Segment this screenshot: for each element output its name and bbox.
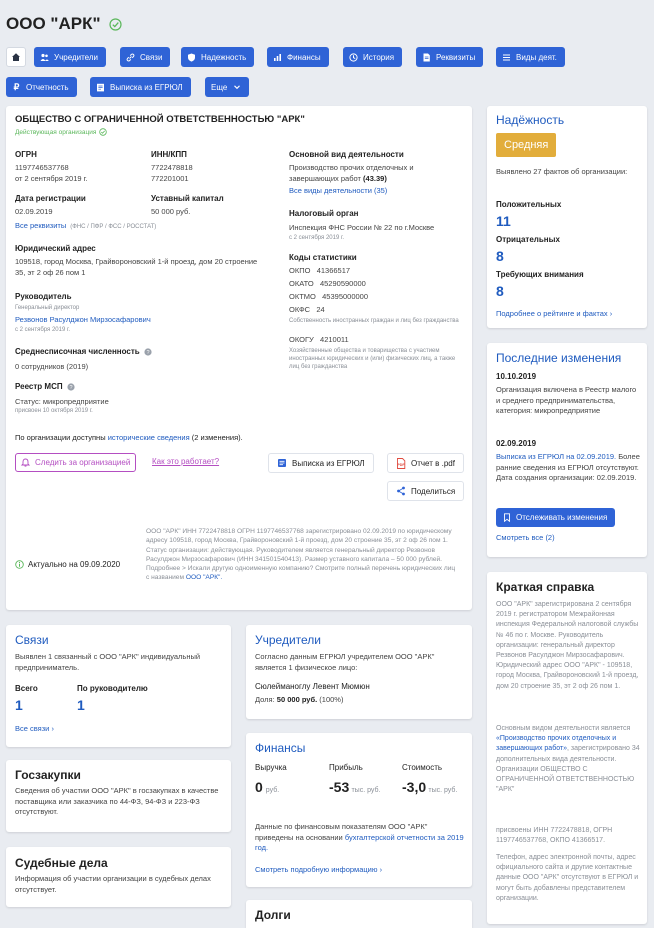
msp-label-row: Реестр МСП ? [15,382,75,391]
negative-count[interactable]: 8 [496,248,504,264]
follow-button[interactable]: Следить за организацией [15,453,136,472]
pdf-report-button[interactable]: PDF Отчет в .pdf [387,453,464,473]
people-icon [40,53,49,62]
court-text: Информация об участии организации в судебных делах отсутствует. [15,874,211,894]
tab-reporting[interactable]: ₽ Отчетность [6,77,77,97]
links-title: Связи [15,633,49,647]
how-it-works-link[interactable]: Как это работает? [152,457,220,466]
oktmo-row: ОКТМО 45395000000 [289,292,369,301]
brief-p3: присвоены ИНН 7722478818, ОГРН 1197746537768, ОКПО 41366517. [496,827,613,845]
address-label: Юридический адрес [15,244,96,253]
tab-egrul[interactable]: Выписка из ЕГРЮЛ [90,77,191,97]
positive-label: Положительных [496,200,562,209]
tax-name: Инспекция ФНС России № 22 по г.Москве [289,223,435,232]
brief-p1: ООО "АРК" зарегистрирована 2 сентября 2019 г. регистратором Межрайонная инспекция Федеральной налоговой службы № 46 по г. Москве. Руководитель организации: генеральный директор Резвонов Расулджон Мирзосафарович. Юридический адрес ООО "АРК" - 109518, город Москва, Грайвороновский 1-й проезд, дом 20 строение 35, эт 2 оф 26 пом 1. [496,601,639,690]
activity-link[interactable]: «Производство прочих отделочных и завершающих работ» [496,735,617,753]
msp-status: Статус: микропредприятие [15,397,109,406]
kpp-value: 772201001 [151,174,189,183]
chart-icon [273,53,282,62]
document-icon [422,53,431,62]
total-label: Всего [15,684,38,693]
debts-card [246,900,472,928]
ruble-icon: ₽ [13,81,20,92]
all-links-link[interactable]: Все связи › [15,724,54,733]
changes-title: Последние изменения [496,351,622,365]
help-icon[interactable] [144,348,152,356]
reliability-badge: Средняя [496,133,556,157]
founder-share: Доля: 50 000 руб. (100%) [255,695,344,704]
head-since: с 2 сентября 2019 г. [15,327,71,333]
procurement-text: Сведения об участии ООО "АРК" в госзакупках в качестве поставщика или заказчика по 44-ФЗ, 94-ФЗ и 223-ФЗ отсутствуют. [15,786,219,816]
court-card [6,847,231,907]
egrul-button[interactable]: Выписка из ЕГРЮЛ [268,453,374,473]
total-count[interactable]: 1 [15,697,23,713]
facts-text: Выявлено 27 фактов об организации: [496,167,628,176]
all-requisites-link[interactable]: Все реквизиты [15,221,67,230]
rating-more-link[interactable]: Подробнее о рейтинге и фактах › [496,309,613,318]
court-title: Судебные дела [15,856,108,870]
list-icon [502,53,511,62]
change-text-1: Организация включена в Реестр малого и среднего предпринимательства, категория: микропредприятие [496,385,637,415]
reliability-title: Надёжность [496,113,565,127]
more-dropdown[interactable]: Еще [205,77,249,97]
founders-card [246,625,472,719]
verified-icon [109,18,122,31]
document-icon [277,458,287,468]
svg-text:?: ? [69,384,73,391]
same-name-link[interactable]: ООО "АРК". [185,574,223,582]
inn-value: 7722478818 [151,163,193,172]
staff-value: 0 сотрудников (2019) [15,362,89,371]
okogu-note: Хозяйственные общества и товарищества с участием иностранных юридических и (или) физических лиц, а также лиц без гражданства [289,348,456,370]
change-date-1: 10.10.2019 [496,372,537,381]
link-icon [126,53,135,62]
tab-finances[interactable]: Финансы [267,47,329,67]
revenue-value: 0 руб. [255,779,280,795]
ogrn-value: 1197746537768 [15,163,69,172]
founders-text: Согласно данным ЕГРЮЛ учредителем ООО "АРК" является 1 физическое лицо: [255,652,435,672]
bookmark-icon [502,513,511,522]
tab-requisites[interactable]: Реквизиты [416,47,483,67]
reg-date-value: 02.09.2019 [15,207,53,216]
profit-label: Прибыль [329,763,363,772]
change-date-2: 02.09.2019 [496,439,537,448]
links-card [6,625,231,747]
finances-note: Данные по финансовым показателям ООО "АРК" приведены на основании бухгалтерской отчетности за 2019 год. [255,822,464,852]
tab-activities[interactable]: Виды деят. [496,47,565,67]
document-icon [96,83,105,92]
okato-row: ОКАТО 45290590000 [289,279,366,288]
okogu-row: ОКОГУ 4210011 [289,335,349,344]
inn-label: ИНН/КПП [151,150,187,159]
codes-label: Коды статистики [289,253,357,262]
cost-label: Стоимость [402,763,443,772]
staff-label-row: Среднесписочная численность ? [15,347,152,356]
capital-value: 50 000 руб. [151,207,191,216]
msp-date: присвоен 10 октября 2019 г. [15,408,93,414]
home-button[interactable] [6,47,26,67]
tax-label: Налоговый орган [289,209,359,218]
egrul-date-link[interactable]: Выписка из ЕГРЮЛ на 02.09.2019. [496,452,617,461]
brief-p4: Телефон, адрес электронной почты, адрес официального сайта и другие контактные данные ООО "АРК" отсутствуют в ЕГРЮЛ и могут быть добавлены представителем организации. [496,854,639,902]
all-activities-link[interactable]: Все виды деятельности (35) [289,186,388,195]
brief-p2: Основным видом деятельности является «Производство прочих отделочных и завершающих работ», зарегистрировано 34 дополнительных вида деятельности. Организации ОБЩЕСТВО С ОГРАНИЧЕННОЙ ОТВЕТСТВЕННОСТЬЮ "АРК" [496,725,640,794]
attention-count[interactable]: 8 [496,283,504,299]
procurement-card [6,760,231,832]
tab-reliability[interactable]: Надежность [181,47,254,67]
finances-card [246,733,472,887]
pdf-icon [396,458,406,469]
positive-count[interactable]: 11 [496,213,511,229]
page-title: ООО "АРК" [6,14,101,33]
attention-label: Требующих внимания [496,270,584,279]
bell-icon [21,458,30,467]
finances-title: Финансы [255,741,306,755]
history-line: По организации доступны исторические сведения (2 изменения). [15,433,243,442]
page-header [6,14,122,34]
by-head-label: По руководителю [77,684,148,693]
status-badge: Действующая организация [15,128,107,136]
info-icon [15,560,24,569]
reg-date-label: Дата регистрации [15,194,86,203]
tab-history[interactable]: История [343,47,402,67]
founders-title: Учредители [255,633,322,647]
links-text: Выявлен 1 связанный с ООО "АРК" индивидуальный предприниматель. [15,652,201,672]
chevron-down-icon [232,83,241,92]
activity-label: Основной вид деятельности [289,150,404,159]
history-link[interactable]: исторические сведения [107,433,190,442]
negative-label: Отрицательных [496,235,560,244]
debts-title: Долги [255,908,291,922]
reliability-card [487,106,647,328]
actual-date: Актуально на 09.09.2020 [15,560,120,569]
brief-title: Краткая справка [496,580,595,594]
see-all-changes-link[interactable]: Смотреть все (2) [496,533,555,542]
svg-text:?: ? [146,349,150,356]
finances-more-link[interactable]: Смотреть подробную информацию › [255,865,383,874]
profit-value: -53 тыс. руб. [329,779,381,795]
changes-card [487,343,647,557]
head-role: Генеральный директор [15,305,80,311]
share-button[interactable]: Поделиться [387,481,464,501]
procurement-title: Госзакупки [15,768,81,782]
track-changes-button[interactable]: Отслеживать изменения [496,508,615,527]
tab-founders[interactable]: Учредители [34,47,106,67]
head-label: Руководитель [15,292,72,301]
check-icon [99,128,107,136]
okpo-row: ОКПО 41366517 [289,266,351,275]
shield-icon [187,53,196,62]
clock-icon [349,53,358,62]
company-full-name: ОБЩЕСТВО С ОГРАНИЧЕННОЙ ОТВЕТСТВЕННОСТЬЮ "АРК" [15,114,305,125]
requisites-row: Все реквизиты (ФНС / ПФР / ФСС / РОССТАТ) [15,221,157,230]
by-head-count[interactable]: 1 [77,697,85,713]
brief-card [487,572,647,924]
svg-text:PDF: PDF [397,462,405,467]
capital-label: Уставный капитал [151,194,224,203]
ogrn-date: от 2 сентября 2019 г. [15,174,88,183]
address-value: 109518, город Москва, Грайвороновский 1-й проезд, дом 20 строение 35, эт 2 оф 26 пом 1 [15,257,258,277]
tax-since: с 2 сентября 2019 г. [289,235,345,241]
cost-value: -3,0 тыс. руб. [402,779,458,795]
head-name-link[interactable]: Резвонов Расулджон Мирзосафарович [15,315,151,324]
okfs-note: Собственность иностранных граждан и лиц без гражданства [289,318,459,324]
company-card [6,106,472,610]
revenue-label: Выручка [255,763,287,772]
share-icon [396,486,406,496]
change-text-2: Выписка из ЕГРЮЛ на 02.09.2019. Более ранние сведения из ЕГРЮЛ отсутствуют. Дата создания организации: 02.09.2019. [496,452,640,482]
accounting-link[interactable]: бухгалтерской отчетности за 2019 год. [255,832,464,852]
home-icon [11,52,21,62]
company-summary: ООО "АРК" ИНН 7722478818 ОГРН 1197746537768 зарегистрировано 02.09.2019 по юридическому адресу 109518, город Москва, Грайвороновский 1-й проезд, дом 20 строение 35, эт 2 оф 26 пом 1. Статус организации: действующая. Руководителем является генеральный директор Резвонов Расулджон Мирзосафарович (ИНН 341501540413). Размер уставного капитала – 50 000 рублей. Подробнее > Искали другую одноименную компанию? Смотрите полный перечень юридических лиц с названием ООО "АРК". [146,528,456,582]
founder-name[interactable]: Сюлейманоглу Левент Мюмюн [255,682,370,691]
help-icon[interactable] [67,383,75,391]
activity-main: Производство прочих отделочных и завершающих работ (43.39) [289,163,414,183]
okfs-row: ОКФС 24 [289,305,325,314]
tab-links[interactable]: Связи [120,47,170,67]
ogrn-label: ОГРН [15,150,37,159]
